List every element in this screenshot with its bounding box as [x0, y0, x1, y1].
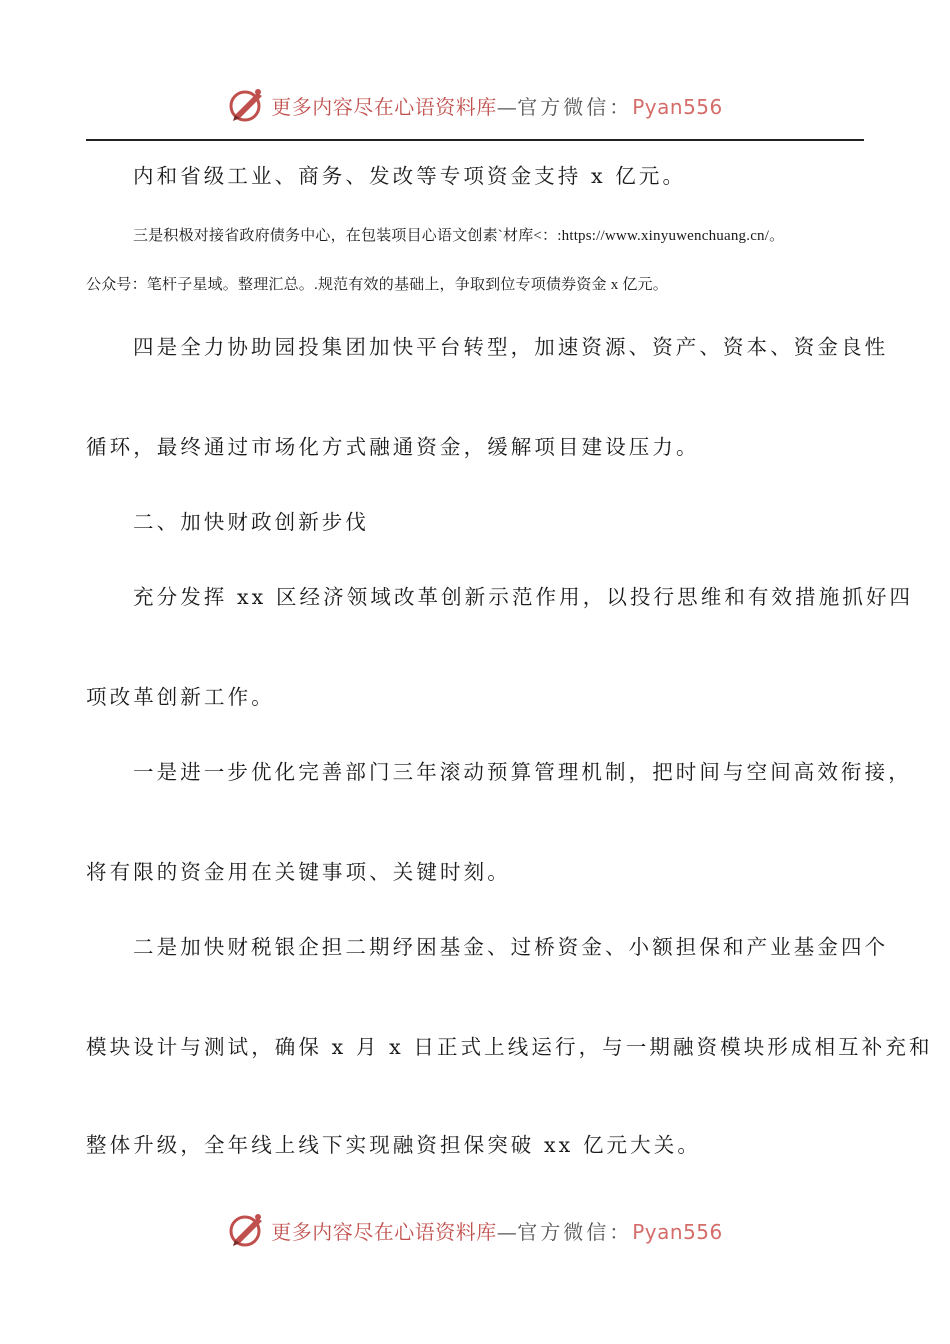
footer-watermark: [0, 1205, 950, 1255]
watermark-wechat-label: 官方微信：: [517, 94, 633, 119]
body-line: 整体升级，全年线上线下实现融资担保突破 xx 亿元大关。: [86, 1133, 701, 1157]
pen-logo-icon: [227, 1210, 267, 1250]
body-line: 四是全力协助园投集团加快平台转型，加速资源、资产、资本、资金良性: [133, 335, 889, 359]
watermark-wechat-id: Pyan556: [632, 94, 723, 119]
watermark-text: [271, 91, 723, 120]
body-line: 内和省级工业、商务、发改等专项资金支持 x 亿元。: [133, 164, 687, 188]
body-line: 循环，最终通过市场化方式融通资金，缓解项目建设压力。: [86, 435, 700, 459]
body-line: 模块设计与测试，确保 x 月 x 日正式上线运行，与一期融资模块形成相互补充和: [86, 1035, 933, 1059]
watermark-wechat-label: 官方微信：: [517, 1219, 633, 1244]
watermark-dash: —: [496, 1219, 518, 1244]
pen-logo-icon: [227, 85, 267, 125]
body-line: 充分发挥 xx 区经济领域改革创新示范作用，以投行思维和有效措施抓好四: [133, 585, 914, 609]
header-divider: [86, 139, 864, 141]
body-line: 一是进一步优化完善部门三年滚动预算管理机制，把时间与空间高效衔接，: [133, 760, 912, 784]
watermark-dash: —: [496, 94, 518, 119]
watermark-brand: 更多内容尽在心语资料库: [271, 1219, 497, 1244]
watermark-wechat-id: Pyan556: [632, 1219, 723, 1244]
body-line: 三是积极对接省政府债务中心，在包装项目心语文创素`材库<：:https://www.xinyuwenchuang.cn/。: [133, 228, 785, 244]
body-line: 二是加快财税银企担二期纾困基金、过桥资金、小额担保和产业基金四个: [133, 935, 889, 959]
body-line: 将有限的资金用在关键事项、关键时刻。: [86, 860, 511, 884]
section-heading: 二、加快财政创新步伐: [133, 510, 369, 534]
body-line: 公众号：笔杆子星域。整理汇总。.规范有效的基础上，争取到位专项债券资金 x 亿元。: [86, 277, 668, 293]
body-line: 项改革创新工作。: [86, 685, 275, 709]
watermark-text: [271, 1216, 723, 1245]
watermark-brand: 更多内容尽在心语资料库: [271, 94, 497, 119]
header-watermark: [0, 80, 950, 130]
